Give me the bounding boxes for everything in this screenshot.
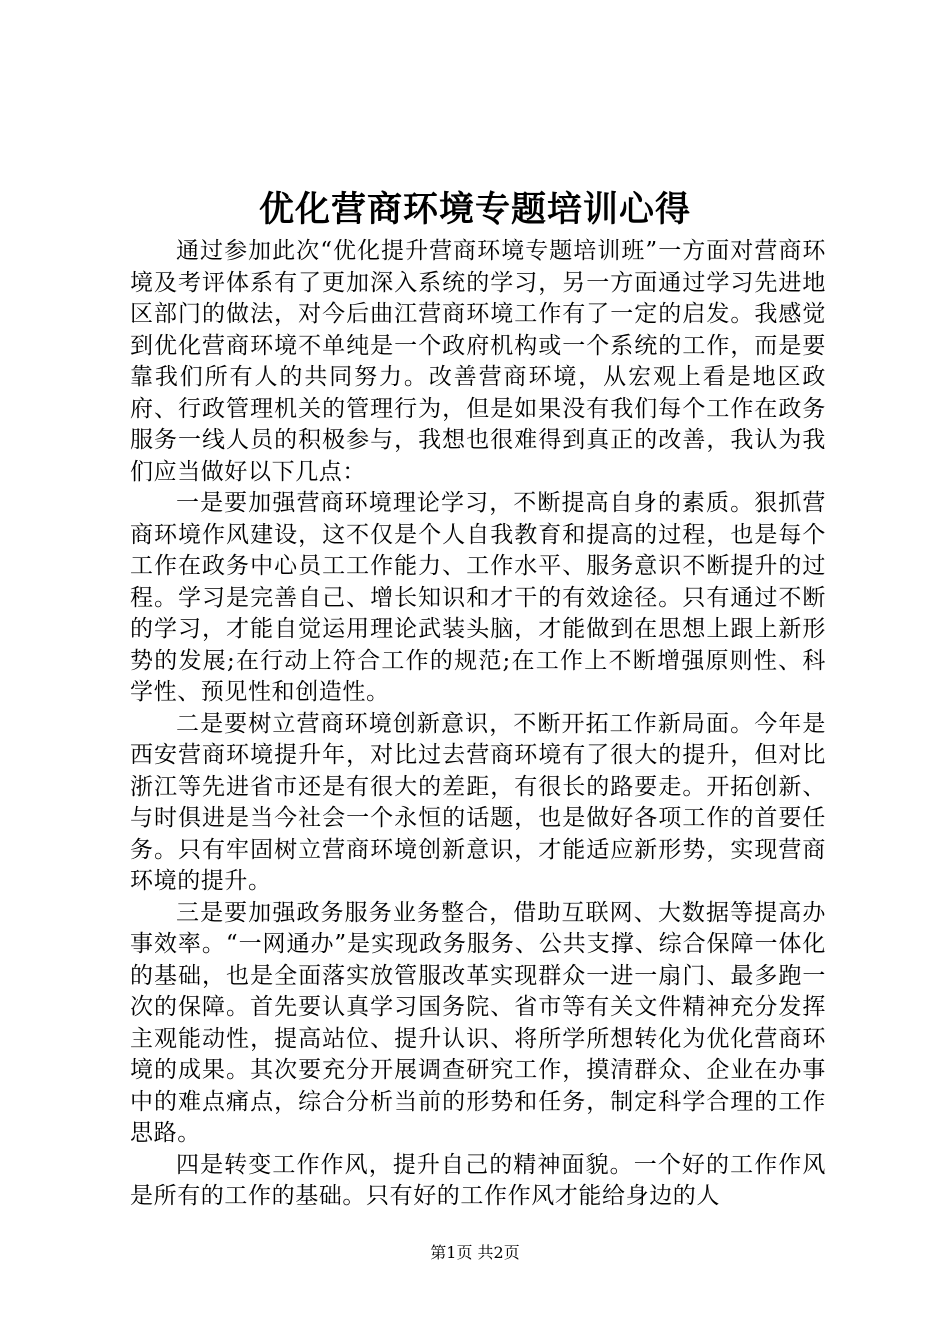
paragraph-point-four: 四是转变工作作风，提升自己的精神面貌。一个好的工作作风是所有的工作的基础。只有好的工作作风才能给身边的人	[130, 1151, 826, 1209]
document-body	[130, 236, 826, 1213]
paragraph-point-one: 一是要加强营商环境理论学习，不断提高自身的素质。狠抓营商环境作风建设，这不仅是个人自我教育和提高的过程，也是每个工作在政务中心员工工作能力、工作水平、服务意识不断提升的过程。学习是完善自己、增长知识和才干的有效途径。只有通过不断的学习，才能自觉运用理论武装头脑，才能做到在思想上跟上新形势的发展;在行动上符合工作的规范;在工作上不断增强原则性、科学性、预见性和创造性。	[130, 490, 826, 705]
paragraph-point-two: 二是要树立营商环境创新意识，不断开拓工作新局面。今年是西安营商环境提升年，对比过去营商环境有了很大的提升，但对比浙江等先进省市还是有很大的差距，有很长的路要走。开拓创新、与时俱进是当今社会一个永恒的话题，也是做好各项工作的首要任务。只有牢固树立营商环境创新意识，才能适应新形势，实现营商环境的提升。	[130, 710, 826, 894]
paragraph-point-three: 三是要加强政务服务业务整合，借助互联网、大数据等提高办事效率。“一网通办”是实现政务服务、公共支撑、综合保障一体化的基础，也是全面落实放管服改革实现群众一进一扇门、最多跑一次的保障。首先要认真学习国务院、省市等有关文件精神充分发挥主观能动性，提高站位、提升认识、将所学所想转化为优化营商环境的成果。其次要充分开展调查研究工作，摸清群众、企业在办事中的难点痛点，综合分析当前的形势和任务，制定科学合理的工作思路。	[130, 899, 826, 1146]
paragraph-intro: 通过参加此次“优化提升营商环境专题培训班”一方面对营商环境及考评体系有了更加深入系统的学习，另一方面通过学习先进地区部门的做法，对今后曲江营商环境工作有了一定的启发。我感觉到优化营商环境不单纯是一个政府机构或一个系统的工作，而是要靠我们所有人的共同努力。改善营商环境，从宏观上看是地区政府、行政管理机关的管理行为，但是如果没有我们每个工作在政务服务一线人员的积极参与，我想也很难得到真正的改善，我认为我们应当做好以下几点：	[130, 238, 826, 485]
page-number-footer: 第1页 共2页	[430, 1243, 520, 1262]
document-title: 优化营商环境专题培训心得	[258, 189, 691, 230]
